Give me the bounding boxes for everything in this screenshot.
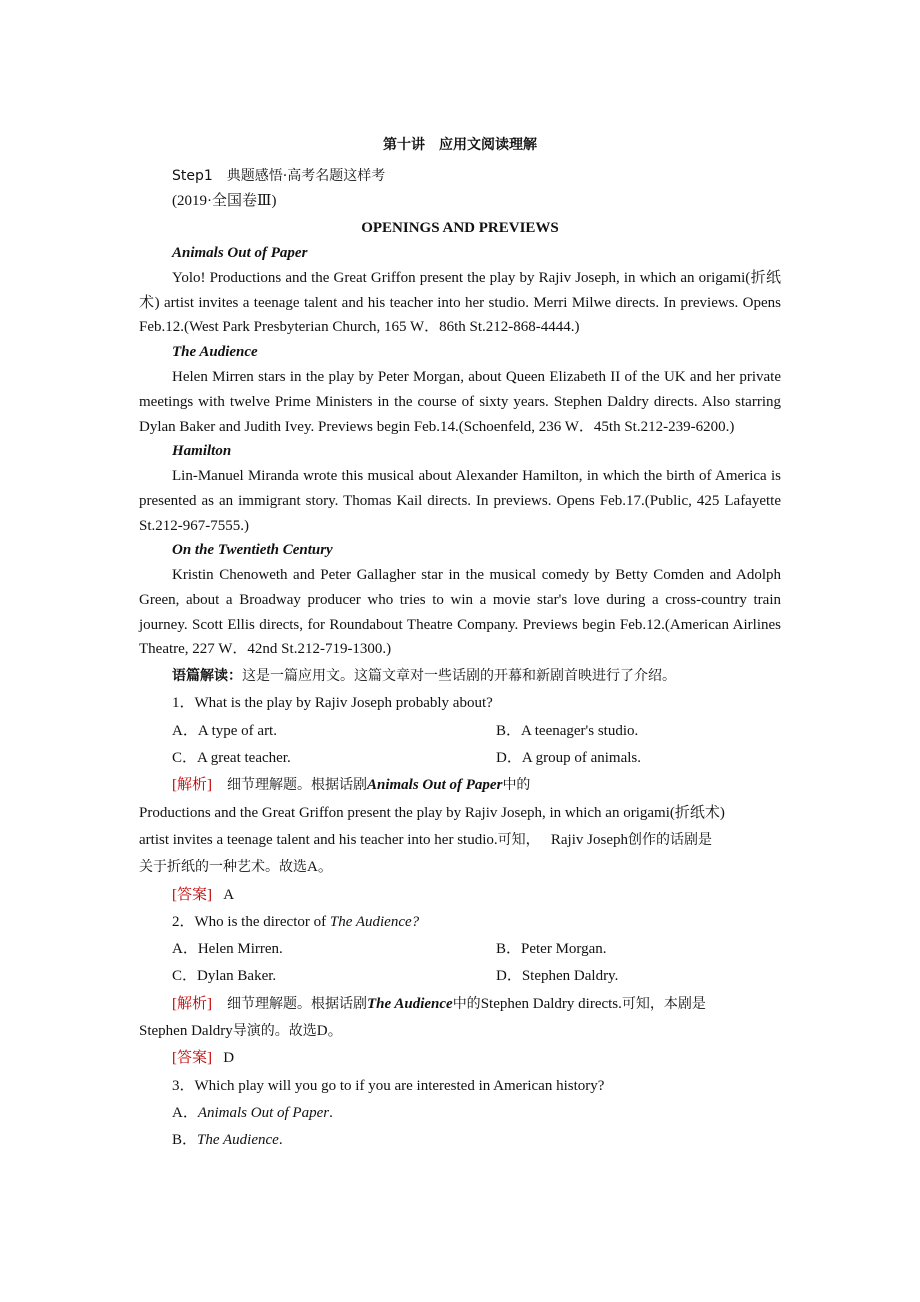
passage-title: OPENINGS AND PREVIEWS: [361, 220, 559, 236]
play-description: Lin-Manuel Miranda wrote this musical about Alexander Hamilton, in which the birth of America is presented as an immigrant story. Thomas Kail directs. In previews. Opens Feb.17.(Public, 425 Lafayette St.212-967-7555.): [139, 468, 781, 534]
play-title: The Audience: [172, 344, 258, 361]
lecture-title: 第十讲 应用文阅读理解: [383, 137, 537, 153]
option-b: B．A teenager's studio.: [496, 722, 639, 739]
option-d: D．Stephen Daldry.: [496, 968, 619, 985]
play-description: Yolo! Productions and the Great Griffon present the play by Rajiv Joseph, in which an origami(折纸术) artist invites a teenage talent and his teacher into her studio. Merri Milwe directs. In previews. Opens Feb.12.(West Park Presbyterian Church, 165 W．86th St.212-868-4444.): [139, 270, 781, 336]
analysis-line: artist invites a teenage talent and his teacher into her studio.可知， Rajiv Joseph创作的话剧是: [139, 831, 712, 848]
play-description: Kristin Chenoweth and Peter Gallagher star in the musical comedy by Betty Comden and Adolph Green, about a Broadway producer who tries to win a movie star's love during a cross-country train journey. Scott Ellis directs, for Roundabout Theatre Company. Previews begin Feb.12.(American Airlines Theatre, 227 W．42nd St.212-719-1300.): [139, 567, 781, 658]
option-a: A．A type of art.: [172, 722, 277, 739]
option-a: A．Helen Mirren.: [172, 941, 283, 958]
analysis-line: [解析] 细节理解题。根据话剧The Audience中的Stephen Daldry directs.可知，本剧是: [172, 995, 706, 1012]
play-title: Animals Out of Paper: [172, 245, 308, 261]
reading-note: 语篇解读：这是一篇应用文。这篇文章对一些话剧的开幕和新剧首映进行了介绍。: [172, 668, 676, 685]
option-d: D．A group of animals.: [496, 750, 641, 767]
analysis-line: [解析] 细节理解题。根据话剧Animals Out of Paper中的: [172, 777, 531, 794]
answer-value: D: [223, 1050, 235, 1067]
answer-label: [答案]: [172, 1050, 212, 1067]
play-title: On the Twentieth Century: [172, 542, 333, 559]
answer-label: [答案]: [172, 886, 212, 903]
option-c: C．Dylan Baker.: [172, 968, 277, 985]
play-description: Helen Mirren stars in the play by Peter Morgan, about Queen Elizabeth II of the UK and her private meetings with twelve Prime Ministers in the course of sixty years. Stephen Daldry directs. Also starring Dylan Baker and Judith Ivey. Previews begin Feb.14.(Schoenfeld, 236 W．45th St.212-239-6200.): [139, 369, 781, 435]
analysis-line: 关于折纸的一种艺术。故选A。: [139, 859, 333, 876]
question-stem: 3．Which play will you go to if you are interested in American history?: [172, 1077, 605, 1094]
step-heading: Step1 典题感悟·高考名题这样考: [172, 168, 386, 184]
play-title: Hamilton: [172, 443, 232, 460]
option-b: B．The Audience.: [172, 1132, 283, 1149]
option-row: [139, 718, 781, 745]
analysis-line: Productions and the Great Griffon present the play by Rajiv Joseph, in which an origami(折纸术): [139, 804, 725, 821]
question-stem: 1．What is the play by Rajiv Joseph probably about?: [172, 695, 493, 712]
answer-line: [139, 882, 781, 909]
document-page: [139, 132, 781, 1154]
passage-section: [139, 241, 781, 340]
option-a: A．Animals Out of Paper.: [172, 1104, 333, 1121]
option-row: [139, 745, 781, 772]
answer-line: [139, 1045, 781, 1072]
answer-value: A: [223, 886, 235, 903]
passage-section: [139, 538, 781, 662]
question-stem: 2．Who is the director of The Audience?: [172, 913, 420, 930]
option-row: [139, 936, 781, 963]
analysis-label: [解析]: [172, 777, 212, 794]
option-c: C．A great teacher.: [172, 750, 291, 767]
option-b: B．Peter Morgan.: [496, 941, 607, 958]
passage-section: [139, 439, 781, 538]
passage-section: [139, 340, 781, 439]
source-line: (2019·全国卷Ⅲ): [172, 193, 277, 209]
analysis-label: [解析]: [172, 995, 212, 1012]
option-row: [139, 963, 781, 990]
analysis-line: Stephen Daldry导演的。故选D。: [139, 1023, 343, 1039]
